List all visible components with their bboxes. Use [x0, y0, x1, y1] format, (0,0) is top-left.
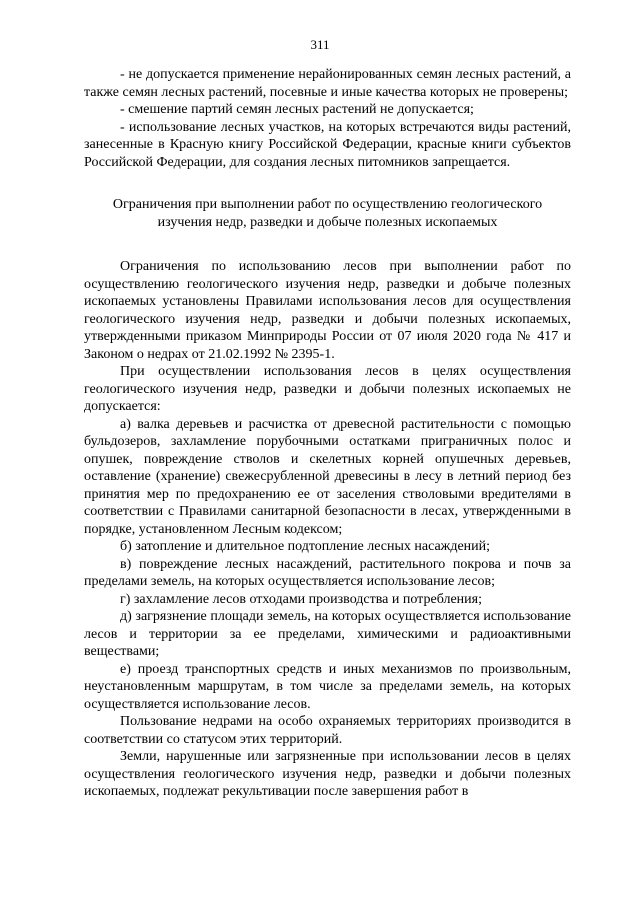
list-item-e: е) проезд транспортных средств и иных механизмов по произвольным, неустановленным маршрутам, в том числе за пределами земель, на которых осуществляется использование лесов.	[84, 661, 571, 712]
section-heading-line-1: Ограничения при выполнении работ по осуществлению геологического	[112, 197, 543, 212]
paragraph-land-recultivation: Земли, нарушенные или загрязненные при использовании лесов в целях осуществления геологического изучения недр, разведки и добычи полезных ископаемых, подлежат рекультивации после завершения работ в	[84, 749, 571, 799]
page-number: 311	[310, 37, 330, 52]
list-item-d: д) загрязнение площади земель, на которых осуществляется использование лесов и территории за ее пределами, химическими и радиоактивными веществами;	[84, 609, 571, 659]
intro-item-seed-mixing: - смешение партий семян лесных растений не допускается;	[120, 102, 474, 117]
document-body	[84, 66, 571, 801]
list-item-b: б) затопление и длительное подтопление лесных насаждений;	[120, 539, 491, 554]
intro-item-red-book: - использование лесных участков, на которых встречаются виды растений, занесенные в Красную книгу Российской Федерации, красные книги субъектов Российской Федерации, для создания лесных питомников запрещается.	[84, 119, 571, 170]
intro-item-seeds-quality: - не допускается применение нерайонированных семян лесных растений, а также семян лесных растений, посевные и иные качества которых не проверены;	[84, 67, 571, 100]
section-heading-line-2: изучения недр, разведки и добыче полезных ископаемых	[157, 215, 498, 230]
section-heading	[84, 196, 571, 232]
paragraph-rules-reference: Ограничения по использованию лесов при выполнении работ по осуществлению геологического изучения недр, разведки и добыче полезных ископаемых установлены Правилами использования лесов для осуществления геологического изучения недр, разведки и добычи полезных ископаемых, утвержденными приказом Минприроды России от 07 июля 2020 года № 417 и Законом о недрах от 21.02.1992 № 2395-1.	[84, 259, 571, 362]
list-item-g: г) захламление лесов отходами производства и потребления;	[120, 591, 482, 607]
list-item-a: а) валка деревьев и расчистка от древесной растительности с помощью бульдозеров, захламление порубочными остатками приграничных полос и опушек, повреждение стволов и скелетных корней опушечных деревьев, оставление (хранение) свежесрубленной древесины в лесу в летний период без принятия мер по предохранению ее от заселения стволовыми вредителями в соответствии с Правилами санитарной безопасности в лесах, утвержденными в порядке, установленном Лесным кодексом;	[84, 416, 571, 537]
paragraph-not-allowed-intro: При осуществлении использования лесов в целях осуществления геологического изучения недр, разведки и добычи полезных ископаемых не допускается:	[84, 364, 571, 414]
list-item-v: в) повреждение лесных насаждений, растительного покрова и почв за пределами земель, на которых осуществляется использование лесов;	[84, 556, 571, 589]
paragraph-protected-territories: Пользование недрами на особо охраняемых территориях производится в соответствии со статусом этих территорий.	[84, 714, 571, 747]
